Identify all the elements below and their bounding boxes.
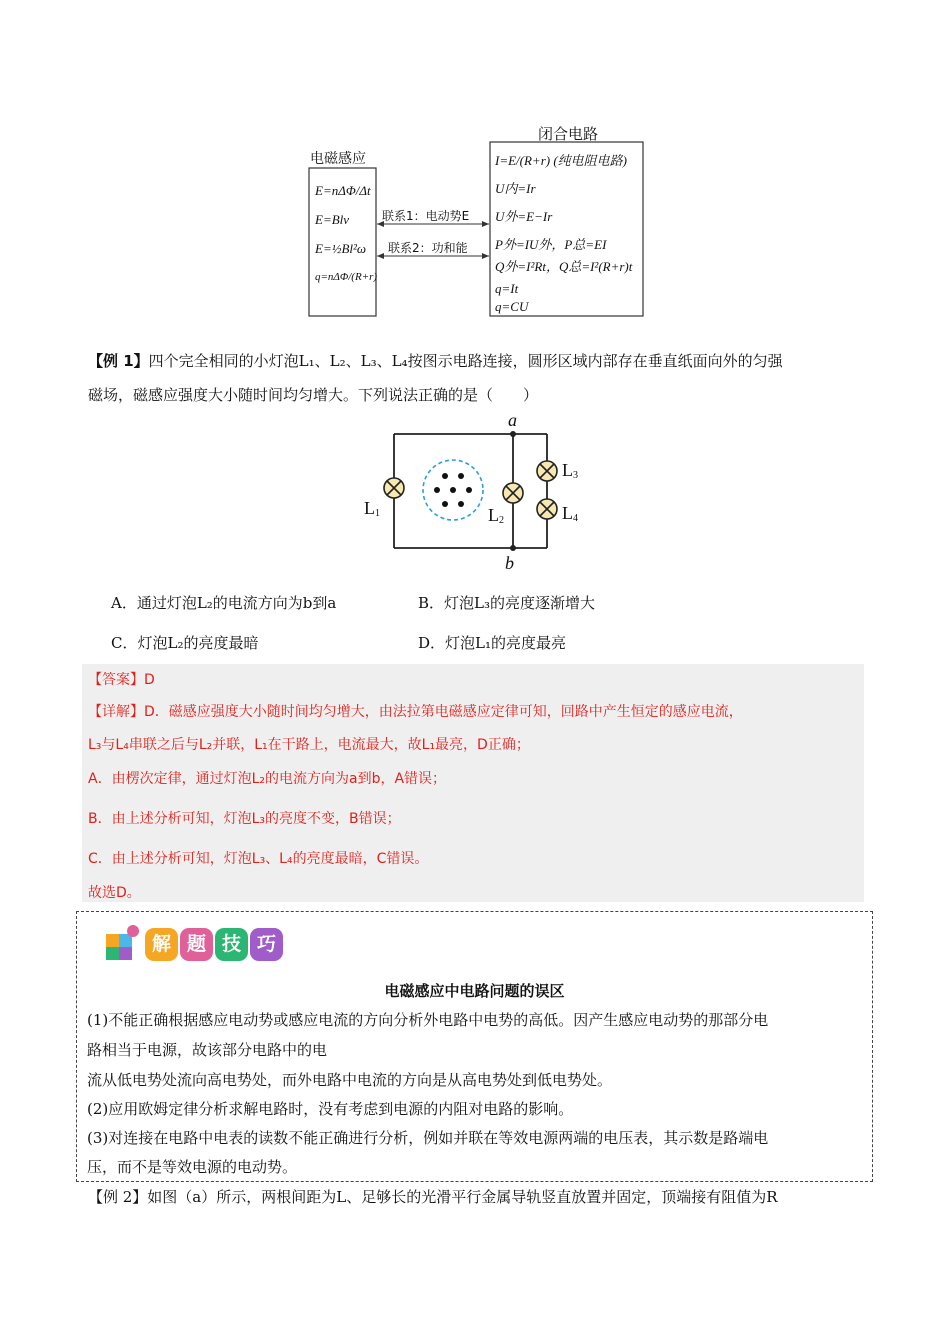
answer-panel [82, 664, 864, 902]
example1-tag: 【例 1】 [88, 352, 149, 370]
lamp-l1 [384, 478, 404, 498]
tips-badge-1: 解 [145, 928, 178, 961]
tips-badge-3: 技 [215, 928, 248, 961]
lamp-circuit-figure [360, 410, 590, 580]
left-box-title: 电磁感应 [310, 151, 366, 167]
formula-rotation: E=½Bl²ω [315, 241, 367, 256]
electromagnetic-circuit-diagram [300, 118, 660, 323]
lamp-label-l1 [364, 498, 380, 519]
tips-p2: (2)应用欧姆定律分析求解电路时，没有考虑到电源的内阻对电路的影响。 [87, 1100, 574, 1118]
tips-p3-line1: (3)对连接在电路中电表的读数不能正确进行分析，例如并联在等效电源两端的电压表，其示数是路端电 [87, 1129, 769, 1147]
tips-title: 电磁感应中电路问题的误区 [384, 982, 565, 1000]
tips-p1-line2: 路相当于电源，故该部分电路中的电 [87, 1041, 328, 1059]
link-emf-label: 联系1：电动势E [382, 209, 470, 223]
junction-a [510, 431, 516, 437]
option-d[interactable]: D．灯泡L₁的亮度最亮 [418, 634, 567, 652]
left-formula-list [315, 176, 377, 292]
example1-stem-text1: 四个完全相同的小灯泡L₁、L₂、L₃、L₄按图示电路连接，圆形区域内部存在垂直纸面向外的匀强 [148, 352, 783, 370]
option-c[interactable]: C．灯泡L₂的亮度最暗 [111, 634, 259, 652]
junction-b [510, 545, 516, 551]
node-label-a: a [508, 410, 517, 430]
magnetic-field-region [423, 460, 483, 520]
formula-ohm: I=E/(R+r) (纯电阻电路) [495, 153, 627, 168]
tips-p1-line3: 流从低电势处流向高电势处，而外电路中电流的方向是从高电势处到低电势处。 [87, 1071, 613, 1089]
tips-panel [76, 911, 873, 1182]
formula-faraday: E=nΔΦ/Δt [315, 183, 371, 198]
lamp-label-l4 [562, 503, 578, 524]
example1-stem-line2: 磁场，磁感应强度大小随时间均匀增大。下列说法正确的是（ ） [88, 386, 539, 404]
lamp-l4 [537, 499, 557, 519]
lamp-l3-letter: L [562, 460, 573, 480]
node-label-b: b [505, 553, 514, 573]
detail-option-a: A．由楞次定律，通过灯泡L₂的电流方向为a到b，A错误； [88, 771, 447, 787]
option-b[interactable]: B．灯泡L₃的亮度逐渐增大 [418, 594, 595, 612]
formula-q-cu: q=CU [495, 299, 529, 314]
detail-option-b: B．由上述分析可知，灯泡L₃的亮度不变，B错误； [88, 811, 401, 827]
right-formula-list [495, 150, 632, 314]
detail-option-c: C．由上述分析可知，灯泡L₃、L₄的亮度最暗，C错误。 [88, 851, 429, 867]
tips-p1-line1: (1)不能正确根据感应电动势或感应电流的方向分析外电路中电势的高低。因产生感应电动势的那部分电 [87, 1011, 769, 1029]
right-box-title: 闭合电路 [538, 125, 599, 143]
tips-p3-line2: 压，而不是等效电源的电动势。 [87, 1158, 298, 1176]
answer-line: 【答案】D [88, 672, 155, 688]
formula-u-outer: U外=E−Ir [495, 209, 553, 224]
lamp-label-l3 [562, 460, 578, 481]
detail-line1: 【详解】D．磁感应强度大小随时间均匀增大，由法拉第电磁感应定律可知，回路中产生恒定的感应电流， [88, 704, 743, 720]
example1-stem-line1 [88, 350, 783, 371]
puzzle-icon [103, 922, 143, 962]
formula-u-inner: U内=Ir [495, 181, 536, 196]
conclusion-line: 故选D。 [88, 885, 141, 901]
example2-line: 【例 2】如图（a）所示，两根间距为L、足够长的光滑平行金属导轨竖直放置并固定，顶端接有阻值为R [88, 1188, 778, 1206]
lamp-label-l2 [488, 505, 504, 526]
link-energy-label: 联系2：功和能 [388, 241, 468, 255]
circuit-svg [360, 410, 590, 580]
lamp-l4-letter: L [562, 503, 573, 523]
formula-power: P外=IU外，P总=EI [495, 237, 607, 252]
lamp-l4-sub: 4 [573, 513, 578, 524]
lamp-l1-letter: L [364, 498, 375, 518]
formula-motional: E=Blv [315, 212, 350, 227]
formula-q-it: q=It [495, 281, 519, 296]
tips-badge-2: 题 [180, 928, 213, 961]
lamp-l1-sub: 1 [375, 508, 380, 519]
lamp-l2-sub: 2 [499, 515, 504, 526]
lamp-l3 [537, 461, 557, 481]
option-a[interactable]: A．通过灯泡L₂的电流方向为b到a [111, 594, 337, 612]
formula-heat: Q外=I²Rt，Q总=I²(R+r)t [495, 259, 633, 274]
tips-badge-4: 巧 [250, 928, 283, 961]
lamp-l2-letter: L [488, 505, 499, 525]
lamp-l3-sub: 3 [573, 470, 578, 481]
detail-line2: L₃与L₄串联之后与L₂并联，L₁在干路上，电流最大，故L₁最亮，D正确； [88, 737, 530, 753]
formula-charge: q=nΔΦ/(R+r) [315, 271, 378, 283]
lamp-l2 [503, 483, 523, 503]
